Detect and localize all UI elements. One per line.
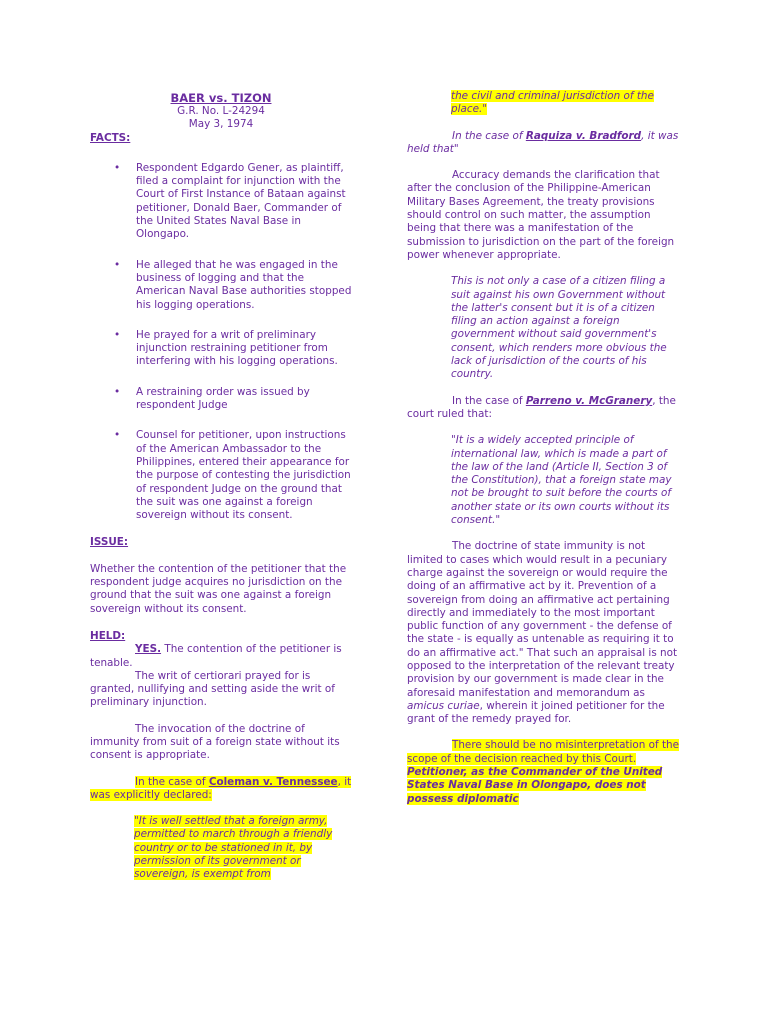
raquiza-paragraph: In the case of Raquiza v. Bradford, it was held that"	[407, 129, 679, 155]
coleman-quote-continued: the civil and criminal jurisdiction of the place."	[451, 90, 654, 116]
fact-text: A restraining order was issued by respondent Judge	[136, 385, 310, 412]
fact-text: Respondent Edgardo Gener, as plaintiff, filed a complaint for injunction with the Court of First Instance of Bataan against petitioner, Donald Baer, Commander of the United States Naval Base in Olongapo.	[136, 161, 346, 241]
parreno-paragraph: In the case of Parreno v. McGranery, the court ruled that:	[407, 394, 676, 420]
raquiza-quote: This is not only a case of a citizen filing a suit against his own Government without the latter's consent but it is of a citizen filing an action against a foreign government without said government's consent, which renders more obvious the lack of jurisdiction of the courts of his country.	[451, 275, 667, 381]
parreno-quote: "It is a widely accepted principle of international law, which is made a part of the law of the land (Article II, Section 3 of the Constitution), that a foreign state may not be brought to suit before the courts of another state or its own courts without its consent."	[451, 434, 672, 527]
issue-heading: ISSUE:	[90, 536, 129, 549]
issue-text: Whether the contention of the petitioner that the respondent judge acquires no jurisdiction on the ground that the suit was one against a foreign sovereign without its consent.	[90, 562, 347, 615]
bullet-icon: •	[114, 328, 121, 341]
case-title: BAER vs. TIZON	[170, 91, 272, 105]
fact-text: He prayed for a writ of preliminary injunction restraining petitioner from interfering with his logging operations.	[136, 328, 338, 368]
bullet-icon: •	[114, 161, 121, 174]
facts-heading: FACTS:	[90, 131, 131, 144]
fact-item	[90, 259, 352, 312]
bullet-icon: •	[114, 385, 121, 398]
right-column	[407, 0, 679, 806]
fact-item	[90, 162, 352, 242]
held-paragraph: The writ of certiorari prayed for is granted, nullifying and setting aside the writ of preliminary injunction.	[90, 669, 335, 709]
bullet-icon: •	[114, 258, 121, 271]
fact-item	[90, 429, 352, 522]
coleman-quote: "It is well settled that a foreign army, permitted to march through a friendly country or to be stationed in it, by permission of its government or sovereign, is exempt from	[134, 815, 333, 881]
held-yes: YES.	[135, 643, 162, 656]
accuracy-paragraph: Accuracy demands the clarification that after the conclusion of the Philippine-American Military Bases Agreement, the treaty provisions should control on such matter, the assumption being that there was a manifestation of the submission to jurisdiction on the part of the foreign power whenever appropriate.	[407, 169, 675, 261]
held-answer: YES. The contention of the petitioner is tenable.	[90, 643, 342, 669]
held-heading: HELD:	[90, 629, 126, 642]
case-citation: Parreno v. McGranery	[525, 394, 653, 407]
fact-text: He alleged that he was engaged in the business of logging and that the American Naval Base authorities stopped his logging operations.	[136, 258, 352, 311]
gr-number: G.R. No. L-24294	[177, 105, 265, 117]
case-citation: Raquiza v. Bradford	[525, 129, 642, 142]
fact-item	[90, 386, 352, 413]
fact-item	[90, 329, 352, 369]
held-paragraph: The invocation of the doctrine of immunity from suit of a foreign state without its consent is appropriate.	[90, 722, 340, 762]
case-citation: Coleman v. Tennessee	[208, 775, 338, 788]
coleman-paragraph: In the case of Coleman v. Tennessee, it was explicitly declared:	[90, 775, 352, 801]
decision-date: May 3, 1974	[188, 118, 254, 131]
bullet-icon: •	[114, 429, 121, 442]
final-paragraph: There should be no misinterpretation of the scope of the decision reached by this Court. Petitioner, as the Commander of the United States Naval Base in Olongapo, does not possess diplomatic	[407, 739, 680, 805]
left-column	[90, 0, 352, 882]
doctrine-paragraph: The doctrine of state immunity is not limited to cases which would result in a pecuniary charge against the sovereign or would require the doing of an affirmative act by it. Prevention of a sovereign from doing an affirmative act pertaining directly and immediately to the most important public function of any government - the defense of the state - is equally as untenable as requiring it to do an affirmative act." That such an appraisal is not opposed to the interpretation of the relevant treaty provision by our government is made clear in the aforesaid manifestation and memorandum as amicus curiae, wherein it joined petitioner for the grant of the remedy prayed for.	[407, 540, 678, 726]
fact-text: Counsel for petitioner, upon instructions of the American Ambassador to the Philippines, entered their appearance for the purpose of contesting the jurisdiction of respondent Judge on the ground that the suit was one against a foreign sovereign without its consent.	[136, 429, 351, 522]
